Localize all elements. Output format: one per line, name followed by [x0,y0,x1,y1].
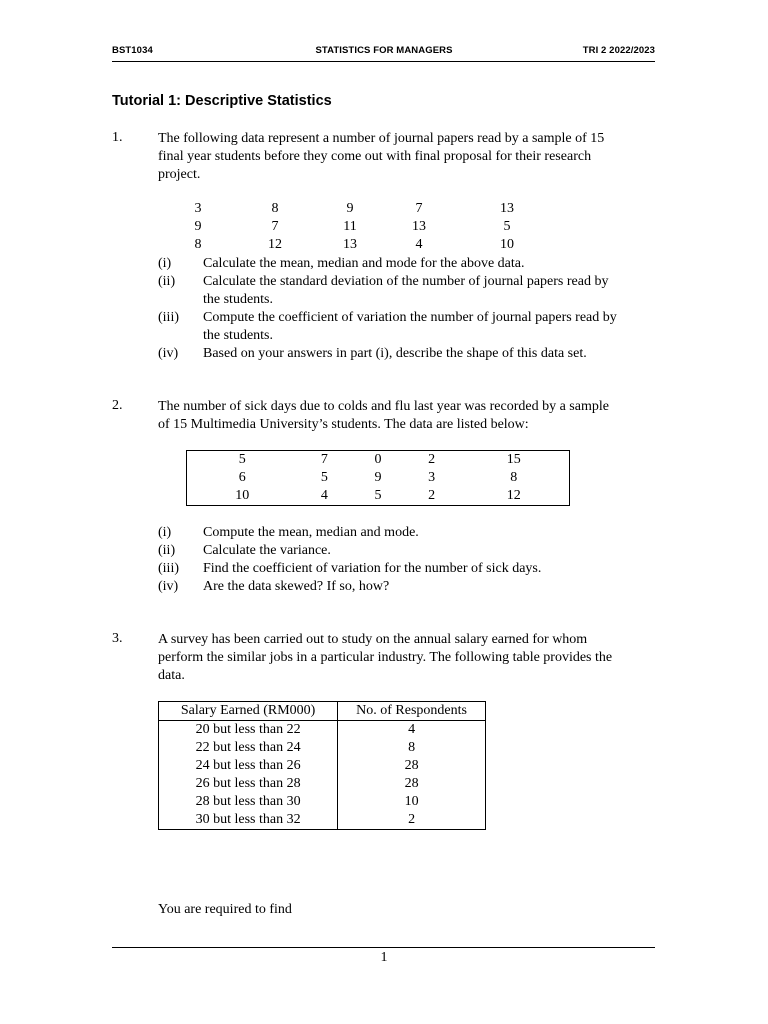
data-value: 8 [194,237,202,252]
table-cell: 5 [320,470,328,485]
question-3-line: perform the similar jobs in a particular industry. The following table provides the [158,650,613,665]
table-row [159,739,486,757]
question-3-number: 3. [112,631,123,646]
table-row [159,721,486,740]
column-header-respondents: No. of Respondents [338,702,486,721]
table-cell: 5 [238,452,246,467]
course-code: BST1034 [112,45,153,56]
salary-class: 24 but less than 26 [159,757,338,775]
respondent-count: 2 [338,811,486,830]
table-cell: 10 [235,488,250,503]
table-cell: 6 [238,470,246,485]
question-1-line: final year students before they come out with final proposal for their research [158,149,592,164]
table-cell: 12 [506,488,521,503]
salary-class: 26 but less than 28 [159,775,338,793]
table-cell: 7 [320,452,328,467]
data-value: 10 [500,237,514,252]
data-value: 13 [500,201,514,216]
part-text: the students. [203,292,273,307]
table-row [187,487,570,506]
part-text: Calculate the standard deviation of the number of journal papers read by [203,274,609,289]
data-value: 8 [271,201,279,216]
table-cell: 2 [428,488,436,503]
table-row [159,775,486,793]
question-3-text [158,631,656,685]
part-text: Calculate the mean, median and mode for the above data. [203,256,525,271]
page-number: 1 [380,950,388,965]
trimester-label: TRI 2 2022/2023 [582,45,655,56]
part-text: Find the coefficient of variation for the number of sick days. [203,561,542,576]
data-value: 4 [415,237,423,252]
part-number: (iv) [158,346,179,361]
respondent-count: 8 [338,739,486,757]
salary-class: 22 but less than 24 [159,739,338,757]
header-rule [112,61,655,62]
question-3-line: data. [158,668,185,683]
table-cell: 5 [374,488,382,503]
salary-class: 28 but less than 30 [159,793,338,811]
part-number: (iv) [158,579,179,594]
table-row [159,793,486,811]
respondent-count: 4 [338,721,486,740]
data-value: 9 [194,219,202,234]
part-text: Calculate the variance. [203,543,331,558]
question-2-number: 2. [112,398,123,413]
data-value: 13 [343,237,357,252]
question-1-line: The following data represent a number of journal papers read by a sample of 15 [158,131,605,146]
question-1-text [158,130,658,184]
data-value: 13 [412,219,426,234]
part-text: Compute the coefficient of variation the number of journal papers read by [203,310,617,325]
respondent-count: 10 [338,793,486,811]
tutorial-title: Tutorial 1: Descriptive Statistics [112,93,332,109]
data-value: 11 [343,219,357,234]
table-cell: 8 [510,470,518,485]
table-cell: 4 [320,488,328,503]
salary-class: 30 but less than 32 [159,811,338,830]
table-row [187,469,570,487]
table-row [159,811,486,830]
table-cell: 3 [428,470,436,485]
data-value: 5 [503,219,511,234]
part-number: (ii) [158,274,176,289]
question-2-text [158,398,658,434]
data-value: 3 [194,201,202,216]
table-row [159,757,486,775]
sick-days-table [186,450,570,506]
part-number: (iii) [158,310,179,325]
part-text: Are the data skewed? If so, how? [203,579,390,594]
question-2-line: The number of sick days due to colds and flu last year was recorded by a sample [158,399,609,414]
table-cell: 2 [428,452,436,467]
part-text: Based on your answers in part (i), describe the shape of this data set. [203,346,587,361]
part-number: (iii) [158,561,179,576]
part-text: the students. [203,328,273,343]
salary-class: 20 but less than 22 [159,721,338,740]
course-title: STATISTICS FOR MANAGERS [315,45,453,56]
part-number: (i) [158,525,172,540]
question-1-line: project. [158,167,201,182]
data-value: 9 [346,201,354,216]
part-text: Compute the mean, median and mode. [203,525,419,540]
data-value: 7 [271,219,279,234]
salary-frequency-table [158,701,486,830]
question-1-number: 1. [112,130,123,145]
table-cell: 15 [506,452,521,467]
footer-rule [112,947,655,948]
question-2-line: of 15 Multimedia University’s students. The data are listed below: [158,417,529,432]
table-header-row [159,702,486,721]
table-row [187,451,570,470]
respondent-count: 28 [338,757,486,775]
column-header-salary: Salary Earned (RM000) [159,702,338,721]
data-value: 7 [415,201,423,216]
table-cell: 0 [374,452,382,467]
respondent-count: 28 [338,775,486,793]
part-number: (ii) [158,543,176,558]
data-value: 12 [268,237,282,252]
question-3-line: A survey has been carried out to study on the annual salary earned for whom [158,632,588,647]
part-number: (i) [158,256,172,271]
question-3-followup: You are required to find [158,902,292,917]
table-cell: 9 [374,470,382,485]
